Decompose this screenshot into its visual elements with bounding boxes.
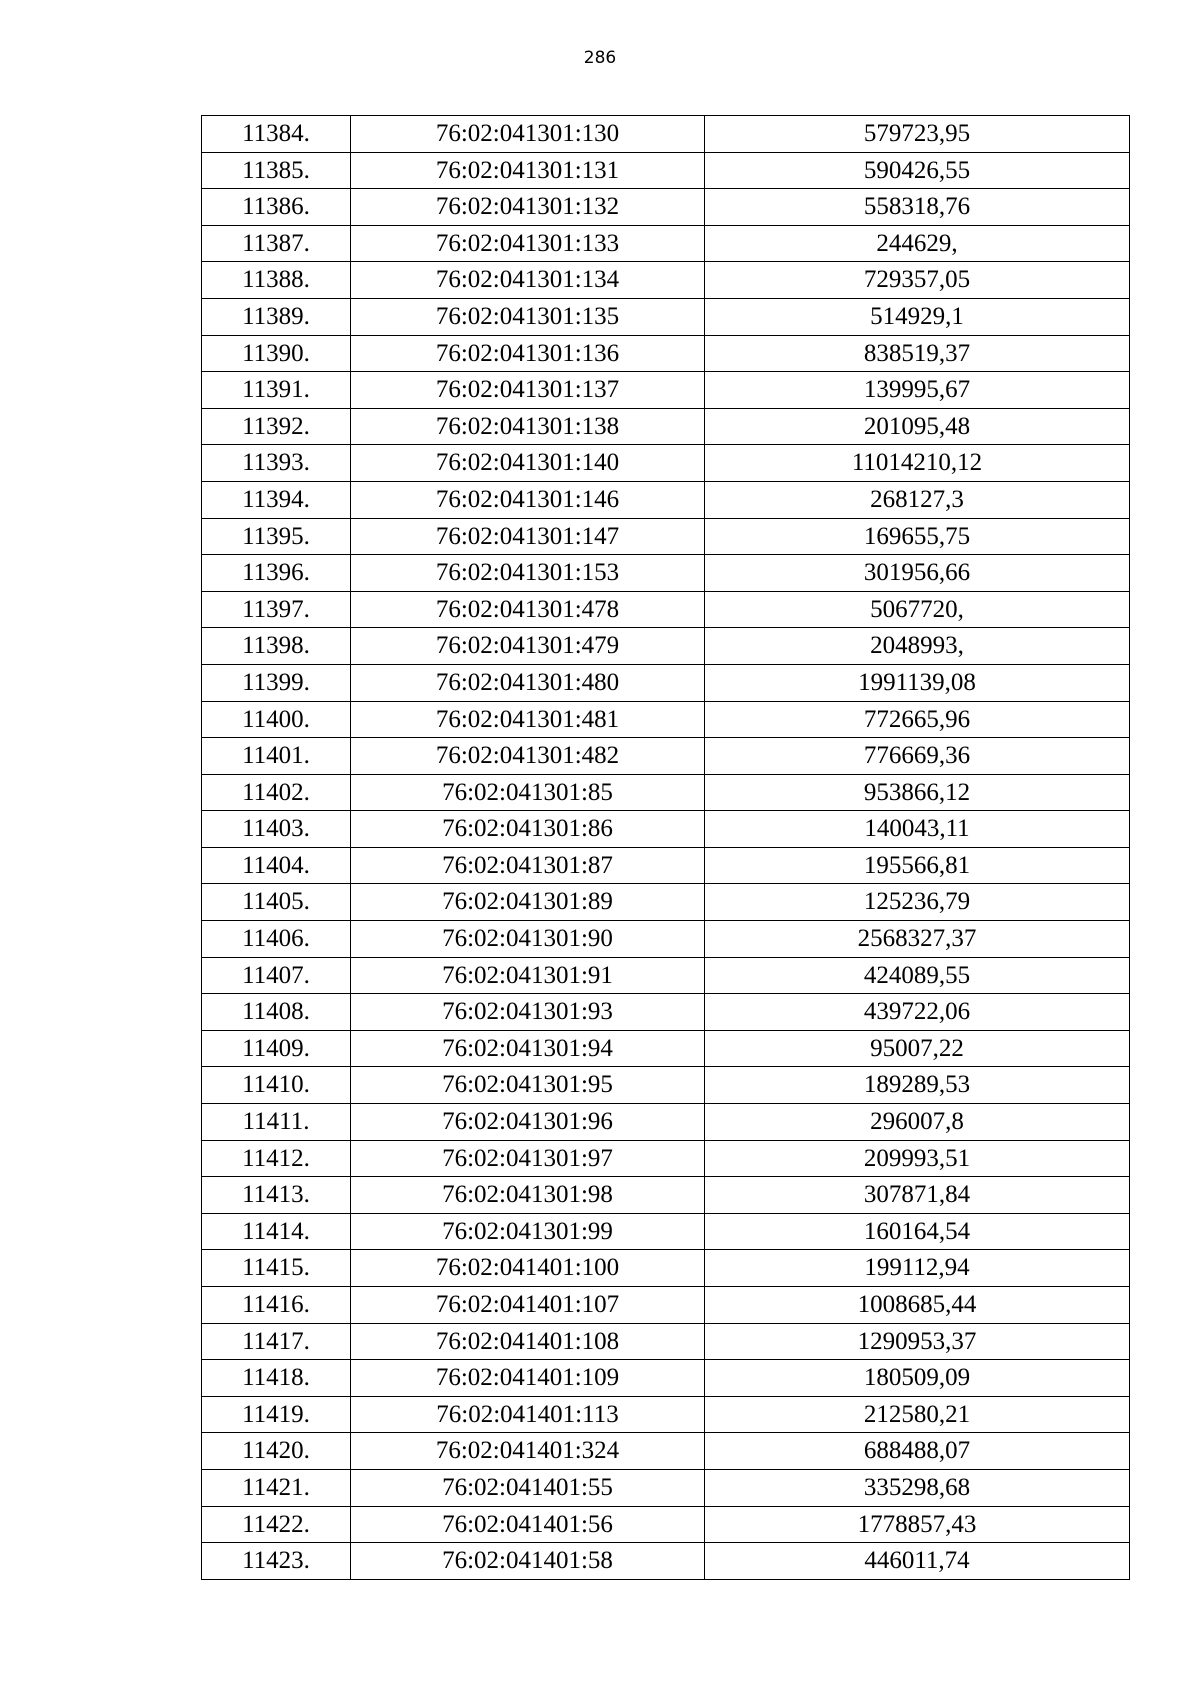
cadastral-number-cell: 76:02:041301:87 <box>351 847 705 884</box>
row-number-cell: 11415. <box>202 1250 351 1287</box>
value-cell: 590426,55 <box>705 152 1130 189</box>
cadastral-number-cell: 76:02:041401:108 <box>351 1323 705 1360</box>
value-cell: 301956,66 <box>705 555 1130 592</box>
row-number-cell: 11406. <box>202 921 351 958</box>
value-cell: 579723,95 <box>705 116 1130 153</box>
row-number-cell: 11405. <box>202 884 351 921</box>
row-number-cell: 11407. <box>202 957 351 994</box>
cadastral-number-cell: 76:02:041401:100 <box>351 1250 705 1287</box>
row-number-cell: 11408. <box>202 994 351 1031</box>
value-cell: 514929,1 <box>705 298 1130 335</box>
row-number-cell: 11384. <box>202 116 351 153</box>
cadastral-number-cell: 76:02:041401:324 <box>351 1433 705 1470</box>
table-row <box>202 1067 1130 1104</box>
cadastral-number-cell: 76:02:041301:98 <box>351 1177 705 1214</box>
row-number-cell: 11386. <box>202 189 351 226</box>
cadastral-number-cell: 76:02:041401:55 <box>351 1469 705 1506</box>
cadastral-number-cell: 76:02:041301:137 <box>351 372 705 409</box>
row-number-cell: 11419. <box>202 1396 351 1433</box>
row-number-cell: 11392. <box>202 408 351 445</box>
row-number-cell: 11410. <box>202 1067 351 1104</box>
value-cell: 189289,53 <box>705 1067 1130 1104</box>
table-row <box>202 957 1130 994</box>
table-row <box>202 1506 1130 1543</box>
table-row <box>202 445 1130 482</box>
table-row <box>202 481 1130 518</box>
table-row <box>202 1469 1130 1506</box>
row-number-cell: 11414. <box>202 1213 351 1250</box>
table-row <box>202 921 1130 958</box>
value-cell: 199112,94 <box>705 1250 1130 1287</box>
table-row <box>202 189 1130 226</box>
row-number-cell: 11391. <box>202 372 351 409</box>
row-number-cell: 11404. <box>202 847 351 884</box>
cadastral-number-cell: 76:02:041301:96 <box>351 1104 705 1141</box>
value-cell: 212580,21 <box>705 1396 1130 1433</box>
value-cell: 5067720, <box>705 591 1130 628</box>
row-number-cell: 11394. <box>202 481 351 518</box>
value-cell: 776669,36 <box>705 738 1130 775</box>
table-row <box>202 1213 1130 1250</box>
value-cell: 2048993, <box>705 628 1130 665</box>
table-row <box>202 1250 1130 1287</box>
value-cell: 140043,11 <box>705 811 1130 848</box>
table-row <box>202 774 1130 811</box>
cadastral-number-cell: 76:02:041301:95 <box>351 1067 705 1104</box>
cadastral-number-cell: 76:02:041401:109 <box>351 1360 705 1397</box>
cadastral-number-cell: 76:02:041301:136 <box>351 335 705 372</box>
cadastral-number-cell: 76:02:041301:93 <box>351 994 705 1031</box>
table-row <box>202 116 1130 153</box>
value-cell: 201095,48 <box>705 408 1130 445</box>
value-cell: 772665,96 <box>705 701 1130 738</box>
value-cell: 139995,67 <box>705 372 1130 409</box>
cadastral-value-table <box>201 115 1130 1580</box>
table-row <box>202 298 1130 335</box>
value-cell: 268127,3 <box>705 481 1130 518</box>
cadastral-number-cell: 76:02:041301:480 <box>351 664 705 701</box>
cadastral-number-cell: 76:02:041301:134 <box>351 262 705 299</box>
cadastral-number-cell: 76:02:041301:94 <box>351 1030 705 1067</box>
cadastral-number-cell: 76:02:041301:481 <box>351 701 705 738</box>
cadastral-number-cell: 76:02:041301:147 <box>351 518 705 555</box>
cadastral-number-cell: 76:02:041301:91 <box>351 957 705 994</box>
row-number-cell: 11402. <box>202 774 351 811</box>
row-number-cell: 11416. <box>202 1287 351 1324</box>
table-row <box>202 1104 1130 1141</box>
table-row <box>202 1140 1130 1177</box>
value-cell: 296007,8 <box>705 1104 1130 1141</box>
cadastral-number-cell: 76:02:041301:133 <box>351 225 705 262</box>
cadastral-number-cell: 76:02:041401:56 <box>351 1506 705 1543</box>
value-cell: 439722,06 <box>705 994 1130 1031</box>
table-row <box>202 408 1130 445</box>
table-row <box>202 1396 1130 1433</box>
value-cell: 307871,84 <box>705 1177 1130 1214</box>
cadastral-number-cell: 76:02:041301:99 <box>351 1213 705 1250</box>
table-row <box>202 811 1130 848</box>
value-cell: 1008685,44 <box>705 1287 1130 1324</box>
value-cell: 180509,09 <box>705 1360 1130 1397</box>
cadastral-number-cell: 76:02:041401:58 <box>351 1543 705 1580</box>
value-cell: 160164,54 <box>705 1213 1130 1250</box>
cadastral-number-cell: 76:02:041401:107 <box>351 1287 705 1324</box>
row-number-cell: 11403. <box>202 811 351 848</box>
cadastral-number-cell: 76:02:041301:482 <box>351 738 705 775</box>
row-number-cell: 11400. <box>202 701 351 738</box>
row-number-cell: 11385. <box>202 152 351 189</box>
row-number-cell: 11398. <box>202 628 351 665</box>
row-number-cell: 11401. <box>202 738 351 775</box>
value-cell: 169655,75 <box>705 518 1130 555</box>
value-cell: 95007,22 <box>705 1030 1130 1067</box>
cadastral-number-cell: 76:02:041301:130 <box>351 116 705 153</box>
cadastral-number-cell: 76:02:041301:140 <box>351 445 705 482</box>
table-body <box>202 116 1130 1580</box>
row-number-cell: 11395. <box>202 518 351 555</box>
table-row <box>202 518 1130 555</box>
row-number-cell: 11388. <box>202 262 351 299</box>
cadastral-number-cell: 76:02:041301:138 <box>351 408 705 445</box>
table-row <box>202 738 1130 775</box>
value-cell: 244629, <box>705 225 1130 262</box>
table-row <box>202 1323 1130 1360</box>
table-row <box>202 701 1130 738</box>
row-number-cell: 11413. <box>202 1177 351 1214</box>
row-number-cell: 11397. <box>202 591 351 628</box>
row-number-cell: 11399. <box>202 664 351 701</box>
cadastral-number-cell: 76:02:041301:478 <box>351 591 705 628</box>
table-row <box>202 262 1130 299</box>
table-row <box>202 847 1130 884</box>
cadastral-number-cell: 76:02:041301:85 <box>351 774 705 811</box>
value-cell: 1991139,08 <box>705 664 1130 701</box>
value-cell: 688488,07 <box>705 1433 1130 1470</box>
value-cell: 195566,81 <box>705 847 1130 884</box>
cadastral-number-cell: 76:02:041301:132 <box>351 189 705 226</box>
table-row <box>202 884 1130 921</box>
table-row <box>202 152 1130 189</box>
value-cell: 209993,51 <box>705 1140 1130 1177</box>
table-row <box>202 1030 1130 1067</box>
row-number-cell: 11412. <box>202 1140 351 1177</box>
row-number-cell: 11393. <box>202 445 351 482</box>
value-cell: 335298,68 <box>705 1469 1130 1506</box>
row-number-cell: 11421. <box>202 1469 351 1506</box>
table-row <box>202 628 1130 665</box>
value-cell: 11014210,12 <box>705 445 1130 482</box>
table-row <box>202 1177 1130 1214</box>
value-cell: 1290953,37 <box>705 1323 1130 1360</box>
value-cell: 2568327,37 <box>705 921 1130 958</box>
cadastral-number-cell: 76:02:041301:89 <box>351 884 705 921</box>
row-number-cell: 11417. <box>202 1323 351 1360</box>
table-row <box>202 664 1130 701</box>
table-row <box>202 994 1130 1031</box>
value-cell: 558318,76 <box>705 189 1130 226</box>
row-number-cell: 11418. <box>202 1360 351 1397</box>
cadastral-number-cell: 76:02:041301:135 <box>351 298 705 335</box>
cadastral-number-cell: 76:02:041301:86 <box>351 811 705 848</box>
cadastral-number-cell: 76:02:041301:97 <box>351 1140 705 1177</box>
cadastral-number-cell: 76:02:041301:146 <box>351 481 705 518</box>
row-number-cell: 11389. <box>202 298 351 335</box>
table-row <box>202 591 1130 628</box>
value-cell: 125236,79 <box>705 884 1130 921</box>
table-row <box>202 225 1130 262</box>
value-cell: 424089,55 <box>705 957 1130 994</box>
value-cell: 838519,37 <box>705 335 1130 372</box>
table-row <box>202 1433 1130 1470</box>
table-row <box>202 1360 1130 1397</box>
row-number-cell: 11390. <box>202 335 351 372</box>
row-number-cell: 11422. <box>202 1506 351 1543</box>
cadastral-number-cell: 76:02:041301:153 <box>351 555 705 592</box>
cadastral-number-cell: 76:02:041301:131 <box>351 152 705 189</box>
table-row <box>202 372 1130 409</box>
row-number-cell: 11423. <box>202 1543 351 1580</box>
cadastral-number-cell: 76:02:041301:479 <box>351 628 705 665</box>
value-cell: 446011,74 <box>705 1543 1130 1580</box>
table-row <box>202 1287 1130 1324</box>
table-row <box>202 1543 1130 1580</box>
value-cell: 953866,12 <box>705 774 1130 811</box>
row-number-cell: 11409. <box>202 1030 351 1067</box>
cadastral-number-cell: 76:02:041401:113 <box>351 1396 705 1433</box>
table-row <box>202 335 1130 372</box>
row-number-cell: 11387. <box>202 225 351 262</box>
value-cell: 729357,05 <box>705 262 1130 299</box>
cadastral-number-cell: 76:02:041301:90 <box>351 921 705 958</box>
row-number-cell: 11420. <box>202 1433 351 1470</box>
page-number: 286 <box>583 48 617 68</box>
row-number-cell: 11411. <box>202 1104 351 1141</box>
row-number-cell: 11396. <box>202 555 351 592</box>
table-row <box>202 555 1130 592</box>
value-cell: 1778857,43 <box>705 1506 1130 1543</box>
